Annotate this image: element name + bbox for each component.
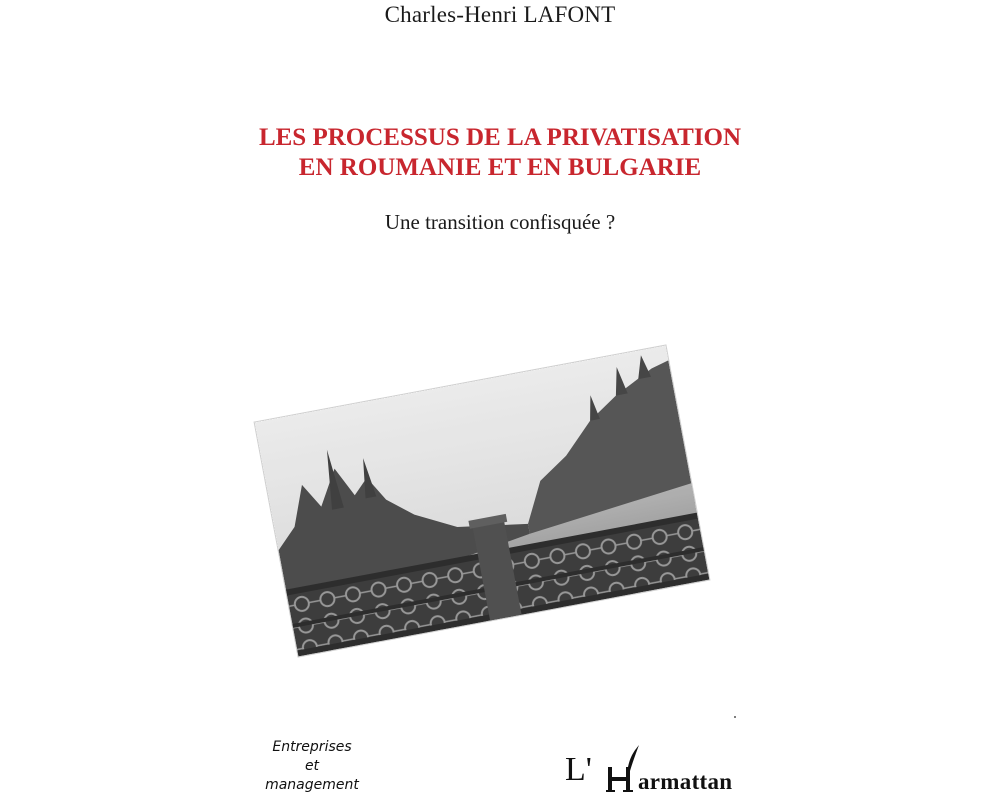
harmattan-h-quill-icon — [606, 745, 640, 795]
publisher-prefix: L' — [565, 751, 592, 788]
title-line-1: LES PROCESSUS DE LA PRIVATISATION — [258, 124, 742, 151]
title-line-2: EN ROUMANIE ET EN BULGARIE — [298, 154, 702, 181]
author-name: Charles-Henri LAFONT — [384, 2, 616, 27]
canal-photo — [255, 346, 710, 657]
collection-line-1: Entreprises — [272, 739, 352, 755]
publisher-logo — [565, 745, 735, 795]
book-subtitle: Une transition confisquée ? — [384, 210, 616, 234]
collection-line-3: management — [265, 777, 359, 793]
cover-photograph — [255, 346, 710, 657]
publisher-suffix: armattan — [638, 769, 733, 794]
book-title — [0, 123, 1000, 183]
collection-name — [262, 738, 362, 795]
collection-line-2: et — [304, 758, 320, 774]
speck — [734, 716, 736, 718]
